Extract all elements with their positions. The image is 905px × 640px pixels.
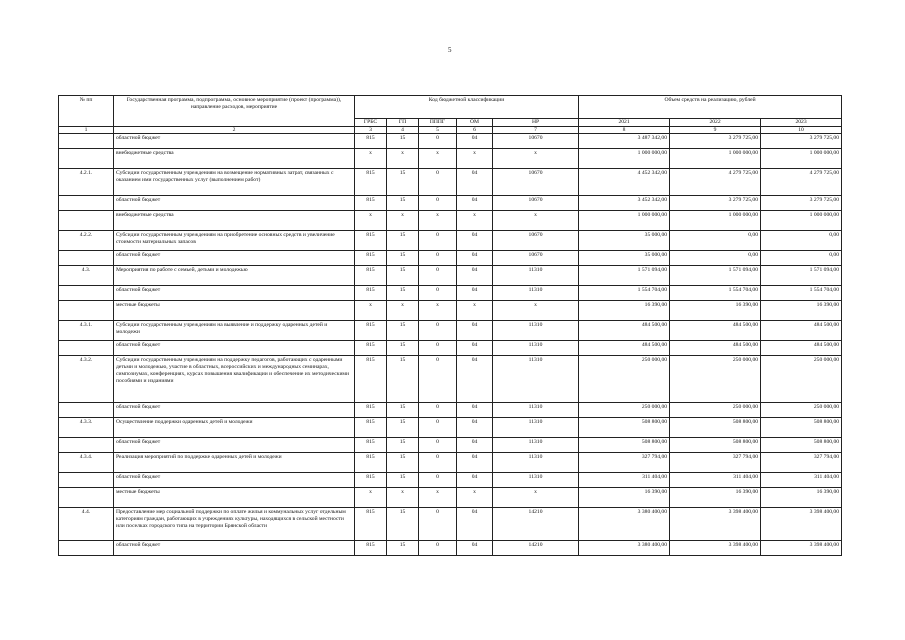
col-number: 2	[114, 126, 355, 134]
row-value-2022: 1 554 704,00	[670, 286, 761, 301]
row-value-2023: 3 279 725,00	[761, 134, 842, 149]
row-value-2021: 4 452 342,00	[579, 169, 670, 196]
row-number: 4.4.	[59, 508, 114, 541]
row-grbs: 815	[355, 169, 387, 196]
row-gp: 15	[387, 134, 419, 149]
row-pppg: х	[419, 211, 457, 231]
row-gp: 15	[387, 356, 419, 403]
row-number	[59, 211, 114, 231]
row-nr: 11310	[493, 341, 579, 356]
row-name: областной бюджет	[114, 134, 355, 149]
row-om: х	[457, 301, 493, 321]
row-value-2022: 3 279 725,00	[670, 196, 761, 211]
row-nr: 10670	[493, 134, 579, 149]
table-row	[59, 211, 842, 231]
row-value-2021: 16 390,00	[579, 301, 670, 321]
header-gp: ГП	[387, 119, 419, 127]
row-nr: 11310	[493, 356, 579, 403]
row-grbs: х	[355, 149, 387, 169]
row-value-2021: 1 554 704,00	[579, 286, 670, 301]
row-value-2021: 3 452 342,00	[579, 196, 670, 211]
row-number: 4.3.4.	[59, 453, 114, 473]
row-value-2021: 3 380 400,00	[579, 541, 670, 556]
row-pppg: 0	[419, 266, 457, 286]
header-volume: Объем средств на реализацию, рублей	[579, 96, 842, 119]
row-gp: х	[387, 301, 419, 321]
row-value-2023: 4 279 725,00	[761, 169, 842, 196]
row-value-2021: 1 571 094,00	[579, 266, 670, 286]
row-value-2021: 508 800,00	[579, 418, 670, 438]
row-name: Предоставление мер социальной поддержки по оплате жилья и коммунальных услуг отдельным категориям граждан, работающих в учреждениях культуры, находящихся в сельской местности или поселках городского типа на территории Брянской области	[114, 508, 355, 541]
row-gp: 15	[387, 418, 419, 438]
row-nr: 11310	[493, 321, 579, 341]
row-value-2023: 250 000,00	[761, 356, 842, 403]
row-name: Субсидии государственным учреждениям на поддержку педагогов, работающих с одаренными детьми и молодежью, участие в областных, всероссийских и международных семинарах, симпозиумах, конференциях, курсах повышения квалификации и обеспечение их методическими пособиями и изданиями	[114, 356, 355, 403]
row-value-2021: 484 500,00	[579, 321, 670, 341]
row-value-2023: 1 571 094,00	[761, 266, 842, 286]
row-nr: 10670	[493, 231, 579, 251]
row-name: Субсидии государственным учреждениям на приобретение основных средств и увеличение стоимости материальных запасов	[114, 231, 355, 251]
col-number: 3	[355, 126, 387, 134]
col-number: 4	[387, 126, 419, 134]
header-num: № пп	[59, 96, 114, 127]
table-row	[59, 438, 842, 453]
row-grbs: 815	[355, 321, 387, 341]
header-grbs: ГРБС	[355, 119, 387, 127]
row-value-2023: 327 794,00	[761, 453, 842, 473]
row-grbs: 815	[355, 508, 387, 541]
row-grbs: 815	[355, 134, 387, 149]
row-value-2022: 16 390,00	[670, 488, 761, 508]
row-value-2023: 508 800,00	[761, 438, 842, 453]
row-grbs: 815	[355, 231, 387, 251]
row-name: областной бюджет	[114, 341, 355, 356]
row-value-2021: 327 794,00	[579, 453, 670, 473]
table-row	[59, 341, 842, 356]
row-value-2023: 484 500,00	[761, 321, 842, 341]
table-row	[59, 266, 842, 286]
row-gp: 15	[387, 251, 419, 266]
row-gp: 15	[387, 266, 419, 286]
row-value-2023: 311 404,00	[761, 473, 842, 488]
row-pppg: 0	[419, 453, 457, 473]
row-value-2023: 1 000 000,00	[761, 149, 842, 169]
row-number	[59, 541, 114, 556]
row-nr: 11310	[493, 418, 579, 438]
row-om: 04	[457, 403, 493, 418]
row-grbs: 815	[355, 453, 387, 473]
row-name: областной бюджет	[114, 541, 355, 556]
row-value-2022: 16 390,00	[670, 301, 761, 321]
row-nr: 11310	[493, 438, 579, 453]
row-grbs: 815	[355, 541, 387, 556]
row-nr: х	[493, 301, 579, 321]
row-value-2023: 1 554 704,00	[761, 286, 842, 301]
row-value-2021: 3 487 342,00	[579, 134, 670, 149]
row-value-2022: 250 000,00	[670, 403, 761, 418]
row-value-2023: 1 000 000,00	[761, 211, 842, 231]
col-number: 10	[761, 126, 842, 134]
row-number: 4.2.2.	[59, 231, 114, 251]
row-value-2022: 4 279 725,00	[670, 169, 761, 196]
row-number: 4.3.1.	[59, 321, 114, 341]
row-gp: х	[387, 211, 419, 231]
row-gp: х	[387, 149, 419, 169]
row-nr: 11310	[493, 403, 579, 418]
row-nr: 11310	[493, 453, 579, 473]
row-nr: 11310	[493, 266, 579, 286]
table-row	[59, 453, 842, 473]
row-name: внебюджетные средства	[114, 211, 355, 231]
row-pppg: 0	[419, 438, 457, 453]
row-number	[59, 301, 114, 321]
header-name: Государственная программа, подпрограмма, основное мероприятие (проект (программа)), направление расходов, мероприятие	[114, 96, 355, 127]
row-om: 04	[457, 341, 493, 356]
row-pppg: 0	[419, 356, 457, 403]
col-number: 7	[493, 126, 579, 134]
row-pppg: 0	[419, 418, 457, 438]
row-value-2021: 3 380 400,00	[579, 508, 670, 541]
row-om: х	[457, 488, 493, 508]
row-om: 04	[457, 473, 493, 488]
row-pppg: 0	[419, 231, 457, 251]
row-value-2021: 508 800,00	[579, 438, 670, 453]
row-om: 04	[457, 251, 493, 266]
row-number	[59, 196, 114, 211]
row-name: областной бюджет	[114, 403, 355, 418]
row-om: 04	[457, 418, 493, 438]
row-pppg: 0	[419, 169, 457, 196]
row-name: местные бюджеты	[114, 488, 355, 508]
row-grbs: 815	[355, 251, 387, 266]
row-grbs: 815	[355, 438, 387, 453]
row-name: Субсидии государственным учреждениям на выявление и поддержку одаренных детей и молодежи	[114, 321, 355, 341]
row-value-2022: 3 398 400,00	[670, 508, 761, 541]
row-grbs: х	[355, 301, 387, 321]
row-gp: 15	[387, 438, 419, 453]
row-om: 04	[457, 508, 493, 541]
row-number: 4.3.2.	[59, 356, 114, 403]
row-value-2021: 1 000 000,00	[579, 211, 670, 231]
row-grbs: х	[355, 211, 387, 231]
row-value-2022: 0,00	[670, 231, 761, 251]
table-row	[59, 473, 842, 488]
row-nr: 10670	[493, 169, 579, 196]
table-row	[59, 196, 842, 211]
col-number: 5	[419, 126, 457, 134]
row-grbs: 815	[355, 286, 387, 301]
row-value-2023: 3 398 400,00	[761, 508, 842, 541]
row-value-2023: 16 390,00	[761, 301, 842, 321]
row-gp: 15	[387, 231, 419, 251]
row-value-2023: 3 279 725,00	[761, 196, 842, 211]
row-grbs: х	[355, 488, 387, 508]
row-value-2022: 1 571 094,00	[670, 266, 761, 286]
row-name: Осуществление поддержки одаренных детей и молодежи	[114, 418, 355, 438]
row-value-2023: 16 390,00	[761, 488, 842, 508]
row-pppg: 0	[419, 403, 457, 418]
row-name: Субсидии государственным учреждениям на возмещение нормативных затрат, связанных с оказанием ими государственных услуг (выполнением работ)	[114, 169, 355, 196]
row-gp: 15	[387, 453, 419, 473]
row-value-2023: 0,00	[761, 231, 842, 251]
row-value-2023: 484 500,00	[761, 341, 842, 356]
row-name: местные бюджеты	[114, 301, 355, 321]
row-name: областной бюджет	[114, 196, 355, 211]
row-pppg: 0	[419, 196, 457, 211]
row-gp: 15	[387, 341, 419, 356]
row-value-2022: 3 279 725,00	[670, 134, 761, 149]
row-pppg: 0	[419, 541, 457, 556]
row-value-2022: 250 000,00	[670, 356, 761, 403]
row-om: 04	[457, 453, 493, 473]
table-row	[59, 301, 842, 321]
row-name: Реализация мероприятий по поддержке одаренных детей и молодежи	[114, 453, 355, 473]
row-om: 04	[457, 286, 493, 301]
row-pppg: х	[419, 149, 457, 169]
row-value-2023: 508 800,00	[761, 418, 842, 438]
header-pppg: ПППГ	[419, 119, 457, 127]
col-number: 6	[457, 126, 493, 134]
col-number: 1	[59, 126, 114, 134]
row-pppg: х	[419, 488, 457, 508]
table-row	[59, 541, 842, 556]
row-grbs: 815	[355, 403, 387, 418]
row-number	[59, 251, 114, 266]
row-number	[59, 473, 114, 488]
row-value-2021: 250 000,00	[579, 356, 670, 403]
page-number: 5	[448, 46, 452, 54]
row-pppg: 0	[419, 134, 457, 149]
row-value-2022: 484 500,00	[670, 341, 761, 356]
row-number	[59, 134, 114, 149]
row-value-2021: 1 000 000,00	[579, 149, 670, 169]
col-number: 8	[579, 126, 670, 134]
row-gp: х	[387, 488, 419, 508]
row-gp: 15	[387, 321, 419, 341]
row-grbs: 815	[355, 196, 387, 211]
row-value-2021: 311 404,00	[579, 473, 670, 488]
row-gp: 15	[387, 169, 419, 196]
row-om: 04	[457, 438, 493, 453]
row-pppg: 0	[419, 286, 457, 301]
row-nr: 11310	[493, 286, 579, 301]
row-om: 04	[457, 169, 493, 196]
row-om: х	[457, 149, 493, 169]
header-2021: 2021	[579, 119, 670, 127]
row-value-2022: 0,00	[670, 251, 761, 266]
row-value-2023: 0,00	[761, 251, 842, 266]
header-2022: 2022	[670, 119, 761, 127]
row-value-2021: 16 390,00	[579, 488, 670, 508]
row-pppg: 0	[419, 473, 457, 488]
row-number	[59, 286, 114, 301]
row-pppg: 0	[419, 321, 457, 341]
row-number	[59, 438, 114, 453]
row-nr: х	[493, 211, 579, 231]
table-row	[59, 286, 842, 301]
row-nr: х	[493, 149, 579, 169]
row-number: 4.3.	[59, 266, 114, 286]
row-value-2022: 508 800,00	[670, 438, 761, 453]
row-name: областной бюджет	[114, 438, 355, 453]
row-gp: 15	[387, 508, 419, 541]
row-nr: х	[493, 488, 579, 508]
table-row	[59, 169, 842, 196]
table-row	[59, 403, 842, 418]
row-pppg: 0	[419, 341, 457, 356]
row-grbs: 815	[355, 266, 387, 286]
row-value-2022: 3 398 400,00	[670, 541, 761, 556]
row-grbs: 815	[355, 356, 387, 403]
row-name: областной бюджет	[114, 473, 355, 488]
row-om: 04	[457, 134, 493, 149]
row-nr: 14210	[493, 508, 579, 541]
row-gp: 15	[387, 403, 419, 418]
row-gp: 15	[387, 473, 419, 488]
header-code: Код бюджетной классификации	[355, 96, 579, 119]
row-number	[59, 403, 114, 418]
row-pppg: х	[419, 301, 457, 321]
table-row	[59, 418, 842, 438]
row-gp: 15	[387, 541, 419, 556]
row-name: областной бюджет	[114, 251, 355, 266]
table-row	[59, 356, 842, 403]
table-row	[59, 231, 842, 251]
row-number	[59, 488, 114, 508]
row-name: Мероприятия по работе с семьей, детьми и молодежью	[114, 266, 355, 286]
table-row	[59, 149, 842, 169]
row-name: областной бюджет	[114, 286, 355, 301]
row-value-2022: 1 000 000,00	[670, 211, 761, 231]
row-value-2021: 35 000,00	[579, 251, 670, 266]
table-row	[59, 134, 842, 149]
row-om: 04	[457, 541, 493, 556]
header-2023: 2023	[761, 119, 842, 127]
table-row	[59, 488, 842, 508]
budget-table	[58, 95, 842, 556]
row-value-2023: 3 398 400,00	[761, 541, 842, 556]
row-pppg: 0	[419, 508, 457, 541]
row-grbs: 815	[355, 341, 387, 356]
table-row	[59, 508, 842, 541]
row-nr: 11310	[493, 473, 579, 488]
row-value-2022: 484 500,00	[670, 321, 761, 341]
row-gp: 15	[387, 196, 419, 211]
row-value-2022: 508 800,00	[670, 418, 761, 438]
row-om: х	[457, 211, 493, 231]
header-nr: НР	[493, 119, 579, 127]
row-number	[59, 341, 114, 356]
table-row	[59, 321, 842, 341]
row-value-2022: 327 794,00	[670, 453, 761, 473]
row-nr: 10670	[493, 251, 579, 266]
header-om: ОМ	[457, 119, 493, 127]
row-value-2021: 484 500,00	[579, 341, 670, 356]
row-om: 04	[457, 196, 493, 211]
row-number: 4.2.1.	[59, 169, 114, 196]
row-grbs: 815	[355, 418, 387, 438]
row-om: 04	[457, 356, 493, 403]
row-gp: 15	[387, 286, 419, 301]
row-value-2021: 35 000,00	[579, 231, 670, 251]
row-number	[59, 149, 114, 169]
row-pppg: 0	[419, 251, 457, 266]
row-value-2023: 250 000,00	[761, 403, 842, 418]
row-value-2022: 311 404,00	[670, 473, 761, 488]
table-row	[59, 251, 842, 266]
row-om: 04	[457, 231, 493, 251]
row-nr: 10670	[493, 196, 579, 211]
row-grbs: 815	[355, 473, 387, 488]
row-name: внебюджетные средства	[114, 149, 355, 169]
row-om: 04	[457, 266, 493, 286]
row-value-2021: 250 000,00	[579, 403, 670, 418]
row-number: 4.3.3.	[59, 418, 114, 438]
row-value-2022: 1 000 000,00	[670, 149, 761, 169]
col-number: 9	[670, 126, 761, 134]
row-nr: 14210	[493, 541, 579, 556]
row-om: 04	[457, 321, 493, 341]
